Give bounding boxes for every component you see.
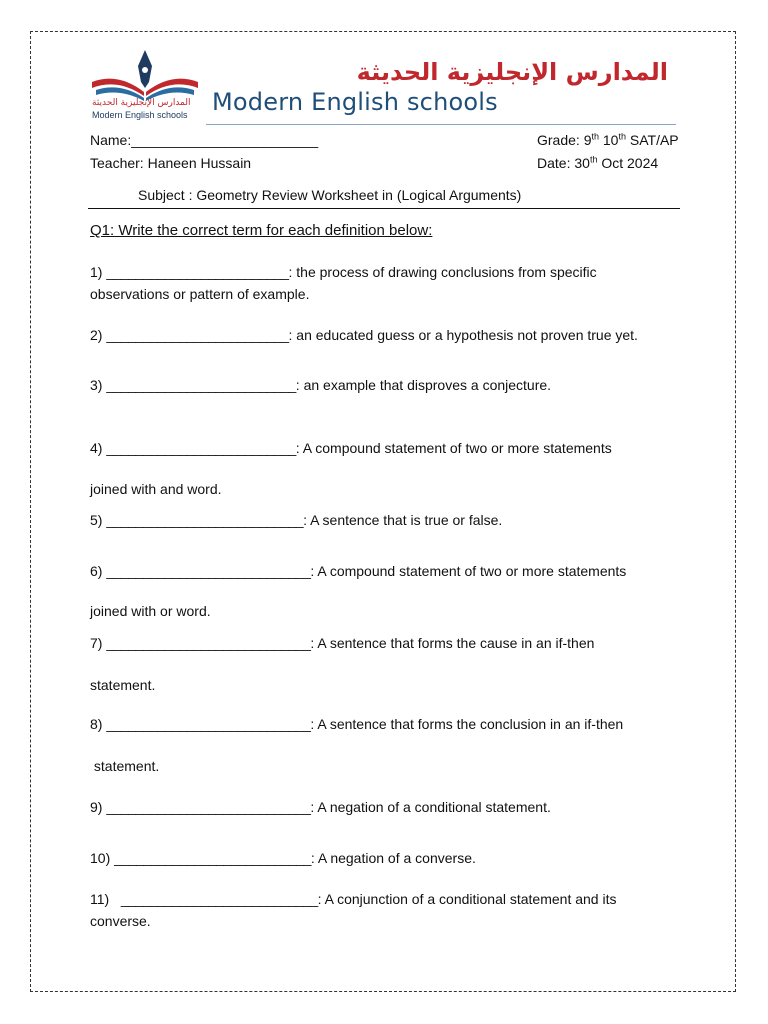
definition-item: 7) ____________________________: A sentence that forms the cause in an if-then: [90, 635, 595, 651]
definition-continuation: joined with or word.: [90, 603, 211, 619]
definition-item: 8) ____________________________: A sentence that forms the conclusion in an if-then: [90, 716, 624, 732]
definition-item: 1) _________________________: the process of drawing conclusions from specific: [90, 264, 597, 280]
grade-label: Grade: 9th 10th SAT/AP: [537, 131, 679, 148]
definition-continuation: observations or pattern of example.: [90, 286, 310, 302]
teacher-label: Teacher: Haneen Hussain: [90, 155, 252, 171]
subject-line: Subject : Geometry Review Worksheet in (Logical Arguments): [138, 187, 522, 203]
subject-divider: [88, 208, 680, 209]
school-logo-icon: [88, 48, 206, 104]
logo-english-caption: Modern English schools: [92, 110, 188, 120]
definition-item: 11) ___________________________: A conjunction of a conditional statement and its: [90, 891, 617, 907]
school-header: [88, 44, 682, 124]
logo-arabic-caption: المدارس الإنجليزية الحديثة: [92, 98, 191, 108]
school-name-english: Modern English schools: [212, 88, 498, 116]
definition-continuation: statement.: [90, 677, 156, 693]
header-divider: [206, 124, 676, 125]
definition-item: 3) __________________________: an example that disproves a conjecture.: [90, 377, 552, 393]
definition-item: 2) _________________________: an educated guess or a hypothesis not proven true yet.: [90, 327, 638, 343]
date-label: Date: 30th Oct 2024: [537, 154, 659, 171]
question-title: Q1: Write the correct term for each definition below:: [90, 222, 433, 239]
definition-continuation: converse.: [90, 913, 151, 929]
definition-item: 5) ___________________________: A sentence that is true or false.: [90, 512, 503, 528]
definition-item: 4) __________________________: A compound statement of two or more statements: [90, 440, 612, 456]
school-name-arabic: المدارس الإنجليزية الحديثة: [356, 58, 668, 86]
definition-item: 6) ____________________________: A compound statement of two or more statements: [90, 563, 627, 579]
definition-item: 10) ___________________________: A negation of a converse.: [90, 850, 476, 866]
definition-continuation: joined with and word.: [90, 481, 222, 497]
name-field: Name:________________________: [90, 132, 319, 148]
definition-item: 9) ____________________________: A negation of a conditional statement.: [90, 799, 551, 815]
definition-continuation: statement.: [90, 758, 160, 774]
